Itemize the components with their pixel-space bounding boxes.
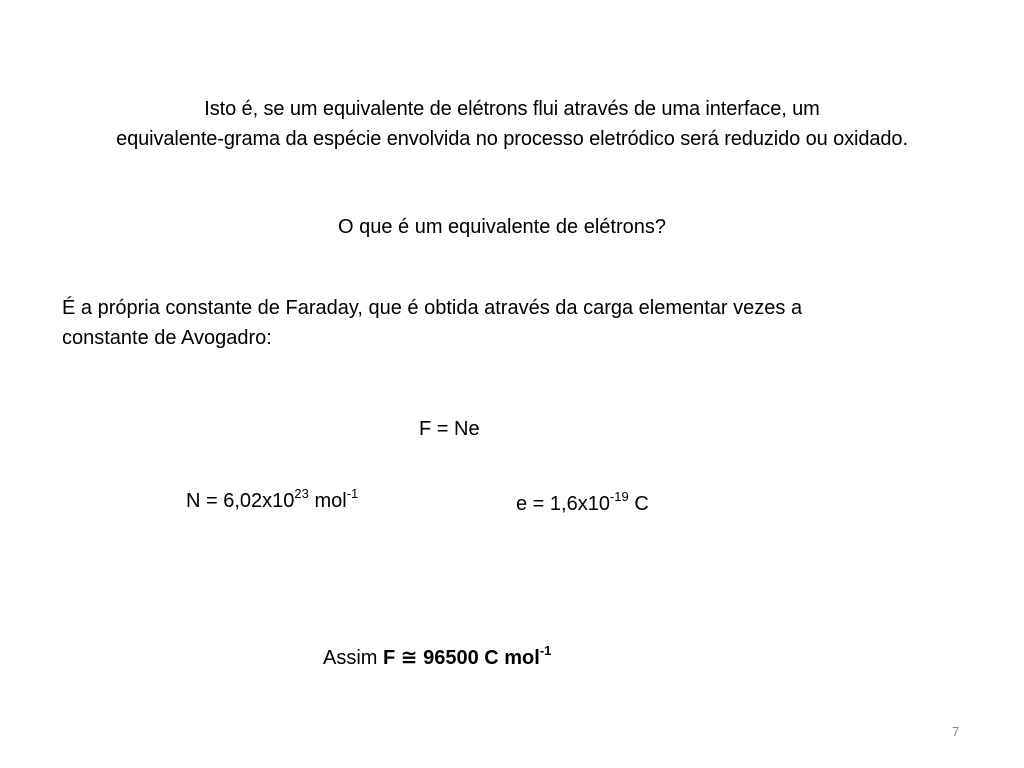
result-lead: Assim bbox=[323, 647, 383, 669]
faraday-result bbox=[323, 643, 551, 673]
charge-unit: C bbox=[628, 493, 649, 515]
charge-exponent: -19 bbox=[609, 489, 629, 505]
elementary-charge bbox=[516, 489, 649, 519]
result-value: F ≅ 96500 C mol bbox=[383, 647, 540, 669]
avogadro-exponent: 23 bbox=[294, 486, 309, 502]
avogadro-unit: mol bbox=[308, 490, 347, 512]
faraday-formula: F = Ne bbox=[419, 418, 480, 440]
intro-line-1: Isto é, se um equivalente de elétrons flui através de uma interface, um bbox=[204, 98, 820, 120]
question-text: O que é um equivalente de elétrons? bbox=[338, 216, 666, 238]
charge-prefix: e = 1,6x10 bbox=[516, 493, 610, 515]
faraday-line-2: constante de Avogadro: bbox=[62, 327, 272, 349]
avogadro-prefix: N = 6,02x10 bbox=[186, 490, 295, 512]
avogadro-constant bbox=[186, 486, 358, 516]
avogadro-unit-exponent: -1 bbox=[346, 486, 359, 502]
faraday-line-1: É a própria constante de Faraday, que é obtida através da carga elementar vezes a bbox=[62, 297, 803, 319]
page-number: 7 bbox=[952, 724, 960, 739]
intro-line-2: equivalente-grama da espécie envolvida no processo eletródico será reduzido ou oxidado. bbox=[116, 128, 908, 150]
intro-paragraph bbox=[0, 94, 1024, 154]
result-exponent: -1 bbox=[539, 643, 552, 659]
faraday-paragraph bbox=[62, 293, 962, 353]
